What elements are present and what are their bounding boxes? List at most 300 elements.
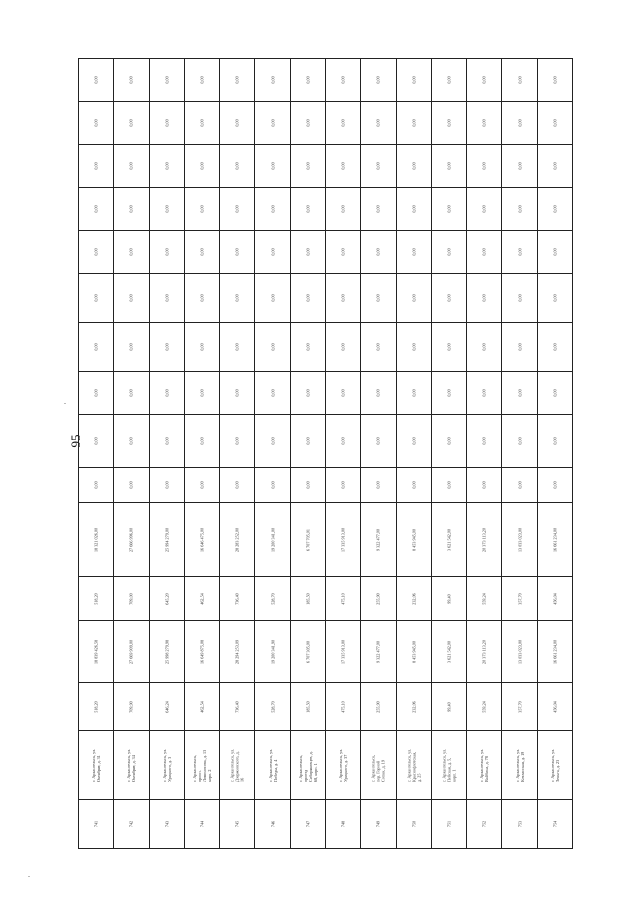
amount-1-value: 25 998 279,98	[164, 639, 170, 664]
row-number-value: 743	[164, 820, 170, 828]
value-16-value: 0,00	[164, 76, 170, 84]
table-cell	[79, 731, 114, 800]
value-10-value: 0,00	[234, 343, 240, 351]
table-cell	[184, 323, 219, 372]
table-cell	[255, 231, 290, 274]
value-11-value: 0,00	[93, 294, 99, 302]
value-13-value: 0,00	[270, 205, 276, 213]
table-cell	[149, 188, 184, 231]
table-cell	[396, 621, 431, 683]
table-cell	[114, 188, 149, 231]
value-10-value: 0,00	[199, 343, 205, 351]
value-13-value: 0,00	[199, 205, 205, 213]
table-cell	[537, 683, 572, 731]
area-2-value: 518,20	[93, 592, 99, 605]
area-2-value: 232,06	[411, 592, 417, 605]
table-cell	[79, 274, 114, 323]
table-cell	[396, 415, 431, 468]
table-cell	[502, 231, 537, 274]
value-7-value: 0,00	[199, 481, 205, 489]
area-1-value: 456,04	[552, 700, 558, 713]
table-cell	[290, 503, 325, 577]
value-8-value: 0,00	[517, 437, 523, 445]
value-16-value: 0,00	[128, 76, 134, 84]
value-10-value: 0,00	[270, 343, 276, 351]
row-number-value: 746	[270, 820, 276, 828]
table-cell	[325, 102, 360, 145]
table-cell	[114, 323, 149, 372]
table-cell	[290, 188, 325, 231]
table-cell	[361, 59, 396, 102]
value-15-value: 0,00	[93, 119, 99, 127]
table-cell	[396, 577, 431, 621]
row-number-value: 745	[234, 820, 240, 828]
table-cell	[220, 102, 255, 145]
value-15-value: 0,00	[411, 119, 417, 127]
area-1-value: 232,06	[411, 700, 417, 713]
table-cell	[79, 800, 114, 849]
area-1-value: 709,90	[128, 700, 134, 713]
table-cell	[467, 621, 502, 683]
value-9-value: 0,00	[517, 389, 523, 397]
value-14-value: 0,00	[517, 162, 523, 170]
table-cell	[502, 577, 537, 621]
table-cell	[361, 274, 396, 323]
table-cell	[396, 188, 431, 231]
value-14-value: 0,00	[375, 162, 381, 170]
table-cell	[467, 231, 502, 274]
address-value: г. Архангельск, ул. Пейская, д. 5, корп. 1	[441, 748, 457, 782]
amount-1-value: 3 621 542,00	[446, 640, 452, 663]
area-2-value: 528,70	[270, 592, 276, 605]
table-cell	[220, 503, 255, 577]
table-cell	[396, 231, 431, 274]
table-cell	[325, 468, 360, 503]
value-9-value: 0,00	[481, 389, 487, 397]
table-cell	[290, 231, 325, 274]
table-cell	[396, 731, 431, 800]
area-1-value: 255,90	[375, 700, 381, 713]
value-11-value: 0,00	[411, 294, 417, 302]
value-11-value: 0,00	[305, 294, 311, 302]
value-13-value: 0,00	[93, 205, 99, 213]
address-value: г. Архангельск, ул. Краснофлотская, д. 25	[406, 748, 422, 782]
table-cell	[502, 731, 537, 800]
table-cell	[537, 274, 572, 323]
value-11-value: 0,00	[552, 294, 558, 302]
table-cell	[184, 231, 219, 274]
address-value: г. Архангельск, проезд Сибиряковцев, д. 68, корп. 1	[297, 751, 318, 782]
area-2-value: 645,20	[164, 592, 170, 605]
value-15-value: 0,00	[199, 119, 205, 127]
area-2-value: 462,54	[199, 592, 205, 605]
value-16-value: 0,00	[481, 76, 487, 84]
table-cell	[255, 800, 290, 849]
table-cell	[325, 621, 360, 683]
table-cell	[184, 621, 219, 683]
table-cell	[114, 503, 149, 577]
value-9-value: 0,00	[164, 389, 170, 397]
table-cell	[325, 577, 360, 621]
table-cell	[114, 577, 149, 621]
area-1-value: 462,54	[199, 700, 205, 713]
value-15-value: 0,00	[270, 119, 276, 127]
table-cell	[255, 102, 290, 145]
table-cell	[114, 415, 149, 468]
table-cell	[396, 59, 431, 102]
value-7-value: 0,00	[411, 481, 417, 489]
value-14-value: 0,00	[164, 162, 170, 170]
table-cell	[79, 577, 114, 621]
table-cell	[114, 800, 149, 849]
table-cell	[537, 503, 572, 577]
value-10-value: 0,00	[517, 343, 523, 351]
table-cell	[290, 415, 325, 468]
table-cell	[361, 102, 396, 145]
value-11-value: 0,00	[481, 294, 487, 302]
table-cell	[79, 468, 114, 503]
field-row-value-8	[79, 415, 573, 468]
table-cell	[290, 621, 325, 683]
amount-1-value: 28 294 253,09	[234, 639, 240, 664]
table-cell	[149, 415, 184, 468]
value-14-value: 0,00	[234, 162, 240, 170]
amount-1-value: 18 839 426,58	[93, 639, 99, 664]
table-cell	[537, 731, 572, 800]
table-cell	[325, 372, 360, 415]
address-value: г. Архангельск, ул. Октябрят, д. 34	[126, 748, 137, 782]
value-8-value: 0,00	[446, 437, 452, 445]
table-cell	[467, 102, 502, 145]
area-2-value: 185,50	[305, 592, 311, 605]
field-row-value-15	[79, 102, 573, 145]
field-row-value-10	[79, 323, 573, 372]
field-row-address	[79, 731, 573, 800]
table-cell	[290, 102, 325, 145]
table-cell	[431, 372, 466, 415]
value-8-value: 0,00	[270, 437, 276, 445]
area-1-value: 518,20	[93, 700, 99, 713]
value-12-value: 0,00	[234, 248, 240, 256]
table-cell	[467, 323, 502, 372]
value-7-value: 0,00	[164, 481, 170, 489]
amount-2-value: 25 994 279,00	[164, 527, 170, 552]
value-11-value: 0,00	[164, 294, 170, 302]
value-16-value: 0,00	[234, 76, 240, 84]
scan-speck	[64, 403, 66, 404]
table-cell	[255, 415, 290, 468]
table-cell	[255, 274, 290, 323]
value-8-value: 0,00	[375, 437, 381, 445]
table-cell	[290, 59, 325, 102]
value-13-value: 0,00	[517, 205, 523, 213]
table-cell	[431, 323, 466, 372]
amount-1-value: 16 661 234,00	[552, 639, 558, 664]
value-9-value: 0,00	[270, 389, 276, 397]
value-14-value: 0,00	[340, 162, 346, 170]
table-cell	[149, 372, 184, 415]
value-11-value: 0,00	[446, 294, 452, 302]
table-cell	[184, 59, 219, 102]
value-12-value: 0,00	[481, 248, 487, 256]
value-16-value: 0,00	[340, 76, 346, 84]
value-14-value: 0,00	[270, 162, 276, 170]
table-cell	[325, 188, 360, 231]
data-table	[78, 58, 558, 848]
field-row-value-7	[79, 468, 573, 503]
table-cell	[467, 731, 502, 800]
row-number-value: 742	[128, 820, 134, 828]
amount-2-value: 20 373 113,20	[481, 527, 487, 552]
amount-1-value: 13 033 023,00	[517, 639, 523, 664]
area-2-value: 736,40	[234, 592, 240, 605]
table-cell	[502, 683, 537, 731]
value-11-value: 0,00	[340, 294, 346, 302]
value-13-value: 0,00	[446, 205, 452, 213]
table-cell	[255, 577, 290, 621]
table-cell	[220, 683, 255, 731]
value-16-value: 0,00	[375, 76, 381, 84]
table-cell	[431, 59, 466, 102]
table-cell	[361, 800, 396, 849]
table-cell	[537, 59, 572, 102]
table-cell	[290, 800, 325, 849]
amount-2-value: 28 283 252,00	[234, 527, 240, 552]
amount-1-value: 19 200 341,90	[270, 639, 276, 664]
value-8-value: 0,00	[234, 437, 240, 445]
value-16-value: 0,00	[517, 76, 523, 84]
table-cell	[396, 468, 431, 503]
table-cell	[220, 372, 255, 415]
value-9-value: 0,00	[199, 389, 205, 397]
table-cell	[325, 145, 360, 188]
table-cell	[361, 621, 396, 683]
value-9-value: 0,00	[552, 389, 558, 397]
table-cell	[325, 800, 360, 849]
value-16-value: 0,00	[411, 76, 417, 84]
value-9-value: 0,00	[234, 389, 240, 397]
field-row-value-11	[79, 274, 573, 323]
table-cell	[220, 415, 255, 468]
table-cell	[537, 800, 572, 849]
table-cell	[79, 59, 114, 102]
table-cell	[255, 59, 290, 102]
value-7-value: 0,00	[340, 481, 346, 489]
value-14-value: 0,00	[481, 162, 487, 170]
table-cell	[255, 683, 290, 731]
table-cell	[79, 102, 114, 145]
value-13-value: 0,00	[305, 205, 311, 213]
table-cell	[396, 372, 431, 415]
value-7-value: 0,00	[481, 481, 487, 489]
value-8-value: 0,00	[340, 437, 346, 445]
amount-2-value: 17 335 913,00	[340, 527, 346, 552]
table-cell	[220, 468, 255, 503]
table-cell	[149, 621, 184, 683]
amount-2-value: 3 621 542,00	[446, 528, 452, 551]
table-cell	[220, 231, 255, 274]
table-cell	[149, 323, 184, 372]
area-2-value: 559,24	[481, 592, 487, 605]
value-9-value: 0,00	[446, 389, 452, 397]
scan-speck	[28, 876, 30, 877]
table-cell	[325, 323, 360, 372]
value-12-value: 0,00	[552, 248, 558, 256]
table-cell	[431, 145, 466, 188]
row-number-value: 753	[517, 820, 523, 828]
table-cell	[79, 415, 114, 468]
table-cell	[149, 231, 184, 274]
table-cell	[255, 145, 290, 188]
value-10-value: 0,00	[305, 343, 311, 351]
value-14-value: 0,00	[199, 162, 205, 170]
table-cell	[114, 231, 149, 274]
table-cell	[149, 731, 184, 800]
table-cell	[325, 415, 360, 468]
table-cell	[149, 145, 184, 188]
table-cell	[431, 415, 466, 468]
table-cell	[537, 372, 572, 415]
table-cell	[361, 503, 396, 577]
value-11-value: 0,00	[270, 294, 276, 302]
table-cell	[255, 503, 290, 577]
table-cell	[537, 621, 572, 683]
table-cell	[114, 102, 149, 145]
value-12-value: 0,00	[446, 248, 452, 256]
amount-1-value: 8 453 945,00	[411, 640, 417, 663]
value-7-value: 0,00	[517, 481, 523, 489]
amount-1-value: 17 335 913,00	[340, 639, 346, 664]
value-14-value: 0,00	[446, 162, 452, 170]
row-number-value: 751	[446, 820, 452, 828]
table-cell	[255, 323, 290, 372]
table-cell	[290, 274, 325, 323]
table-cell	[114, 59, 149, 102]
value-10-value: 0,00	[164, 343, 170, 351]
table-cell	[220, 800, 255, 849]
area-2-value: 357,70	[517, 592, 523, 605]
table-cell	[396, 323, 431, 372]
table-cell	[220, 577, 255, 621]
field-row-amount-2	[79, 503, 573, 577]
field-row-value-9	[79, 372, 573, 415]
address-value: г. Архангельск, просп. Ломоносова, д. 13 корп. 2	[191, 749, 212, 782]
value-7-value: 0,00	[375, 481, 381, 489]
table-cell	[325, 59, 360, 102]
table-cell	[220, 323, 255, 372]
table-cell	[325, 731, 360, 800]
table-cell	[255, 372, 290, 415]
value-12-value: 0,00	[199, 248, 205, 256]
value-8-value: 0,00	[305, 437, 311, 445]
value-12-value: 0,00	[93, 248, 99, 256]
value-10-value: 0,00	[340, 343, 346, 351]
value-15-value: 0,00	[305, 119, 311, 127]
table-cell	[467, 800, 502, 849]
value-15-value: 0,00	[552, 119, 558, 127]
address-value: г. Архангельск, ул. Октябрят, д. 31	[91, 748, 102, 782]
address-value: г. Архангельск, ул. Котласская, д. 19	[514, 748, 525, 782]
area-2-value: 255,90	[375, 592, 381, 605]
table-cell	[537, 145, 572, 188]
table-cell	[184, 415, 219, 468]
table-cell	[79, 188, 114, 231]
amount-2-value: 16 661 234,00	[552, 527, 558, 552]
table-cell	[361, 323, 396, 372]
table-cell	[537, 468, 572, 503]
row-number-value: 750	[411, 820, 417, 828]
table-cell	[431, 274, 466, 323]
table-cell	[537, 188, 572, 231]
value-15-value: 0,00	[481, 119, 487, 127]
value-8-value: 0,00	[93, 437, 99, 445]
table-cell	[396, 800, 431, 849]
value-11-value: 0,00	[517, 294, 523, 302]
field-row-row-number	[79, 800, 573, 849]
table-cell	[467, 59, 502, 102]
table-cell	[149, 59, 184, 102]
area-1-value: 736,40	[234, 700, 240, 713]
value-11-value: 0,00	[199, 294, 205, 302]
row-number-value: 741	[93, 820, 99, 828]
value-16-value: 0,00	[199, 76, 205, 84]
value-9-value: 0,00	[375, 389, 381, 397]
table-cell	[502, 188, 537, 231]
table-cell	[325, 683, 360, 731]
address-value: г. Архангельск, пер. Горной Сопки, д. 19	[370, 754, 386, 782]
area-1-value: 646,24	[164, 700, 170, 713]
field-row-value-14	[79, 145, 573, 188]
table-cell	[290, 372, 325, 415]
table-cell	[431, 231, 466, 274]
table-cell	[184, 468, 219, 503]
table-cell	[290, 323, 325, 372]
value-13-value: 0,00	[128, 205, 134, 213]
value-16-value: 0,00	[446, 76, 452, 84]
table-cell	[149, 274, 184, 323]
table-cell	[502, 59, 537, 102]
area-1-value: 559,24	[481, 700, 487, 713]
table-cell	[220, 274, 255, 323]
row-number-value: 749	[375, 820, 381, 828]
table-cell	[114, 621, 149, 683]
table-cell	[79, 231, 114, 274]
table-cell	[149, 468, 184, 503]
table-cell	[431, 731, 466, 800]
table-cell	[184, 188, 219, 231]
value-8-value: 0,00	[552, 437, 558, 445]
table-cell	[79, 621, 114, 683]
table-cell	[431, 102, 466, 145]
field-row-area-2	[79, 577, 573, 621]
table-cell	[361, 577, 396, 621]
table-cell	[184, 577, 219, 621]
table-cell	[325, 503, 360, 577]
table-cell	[220, 59, 255, 102]
table-cell	[149, 683, 184, 731]
value-8-value: 0,00	[481, 437, 487, 445]
value-7-value: 0,00	[270, 481, 276, 489]
table-cell	[431, 188, 466, 231]
table-cell	[79, 372, 114, 415]
table-cell	[502, 145, 537, 188]
table-cell	[79, 503, 114, 577]
table-cell	[431, 503, 466, 577]
table-cell	[184, 274, 219, 323]
area-1-value: 185,50	[305, 700, 311, 713]
address-value: г. Архангельск, ул. Урицкого, д. 3	[161, 748, 172, 782]
table-cell	[220, 188, 255, 231]
